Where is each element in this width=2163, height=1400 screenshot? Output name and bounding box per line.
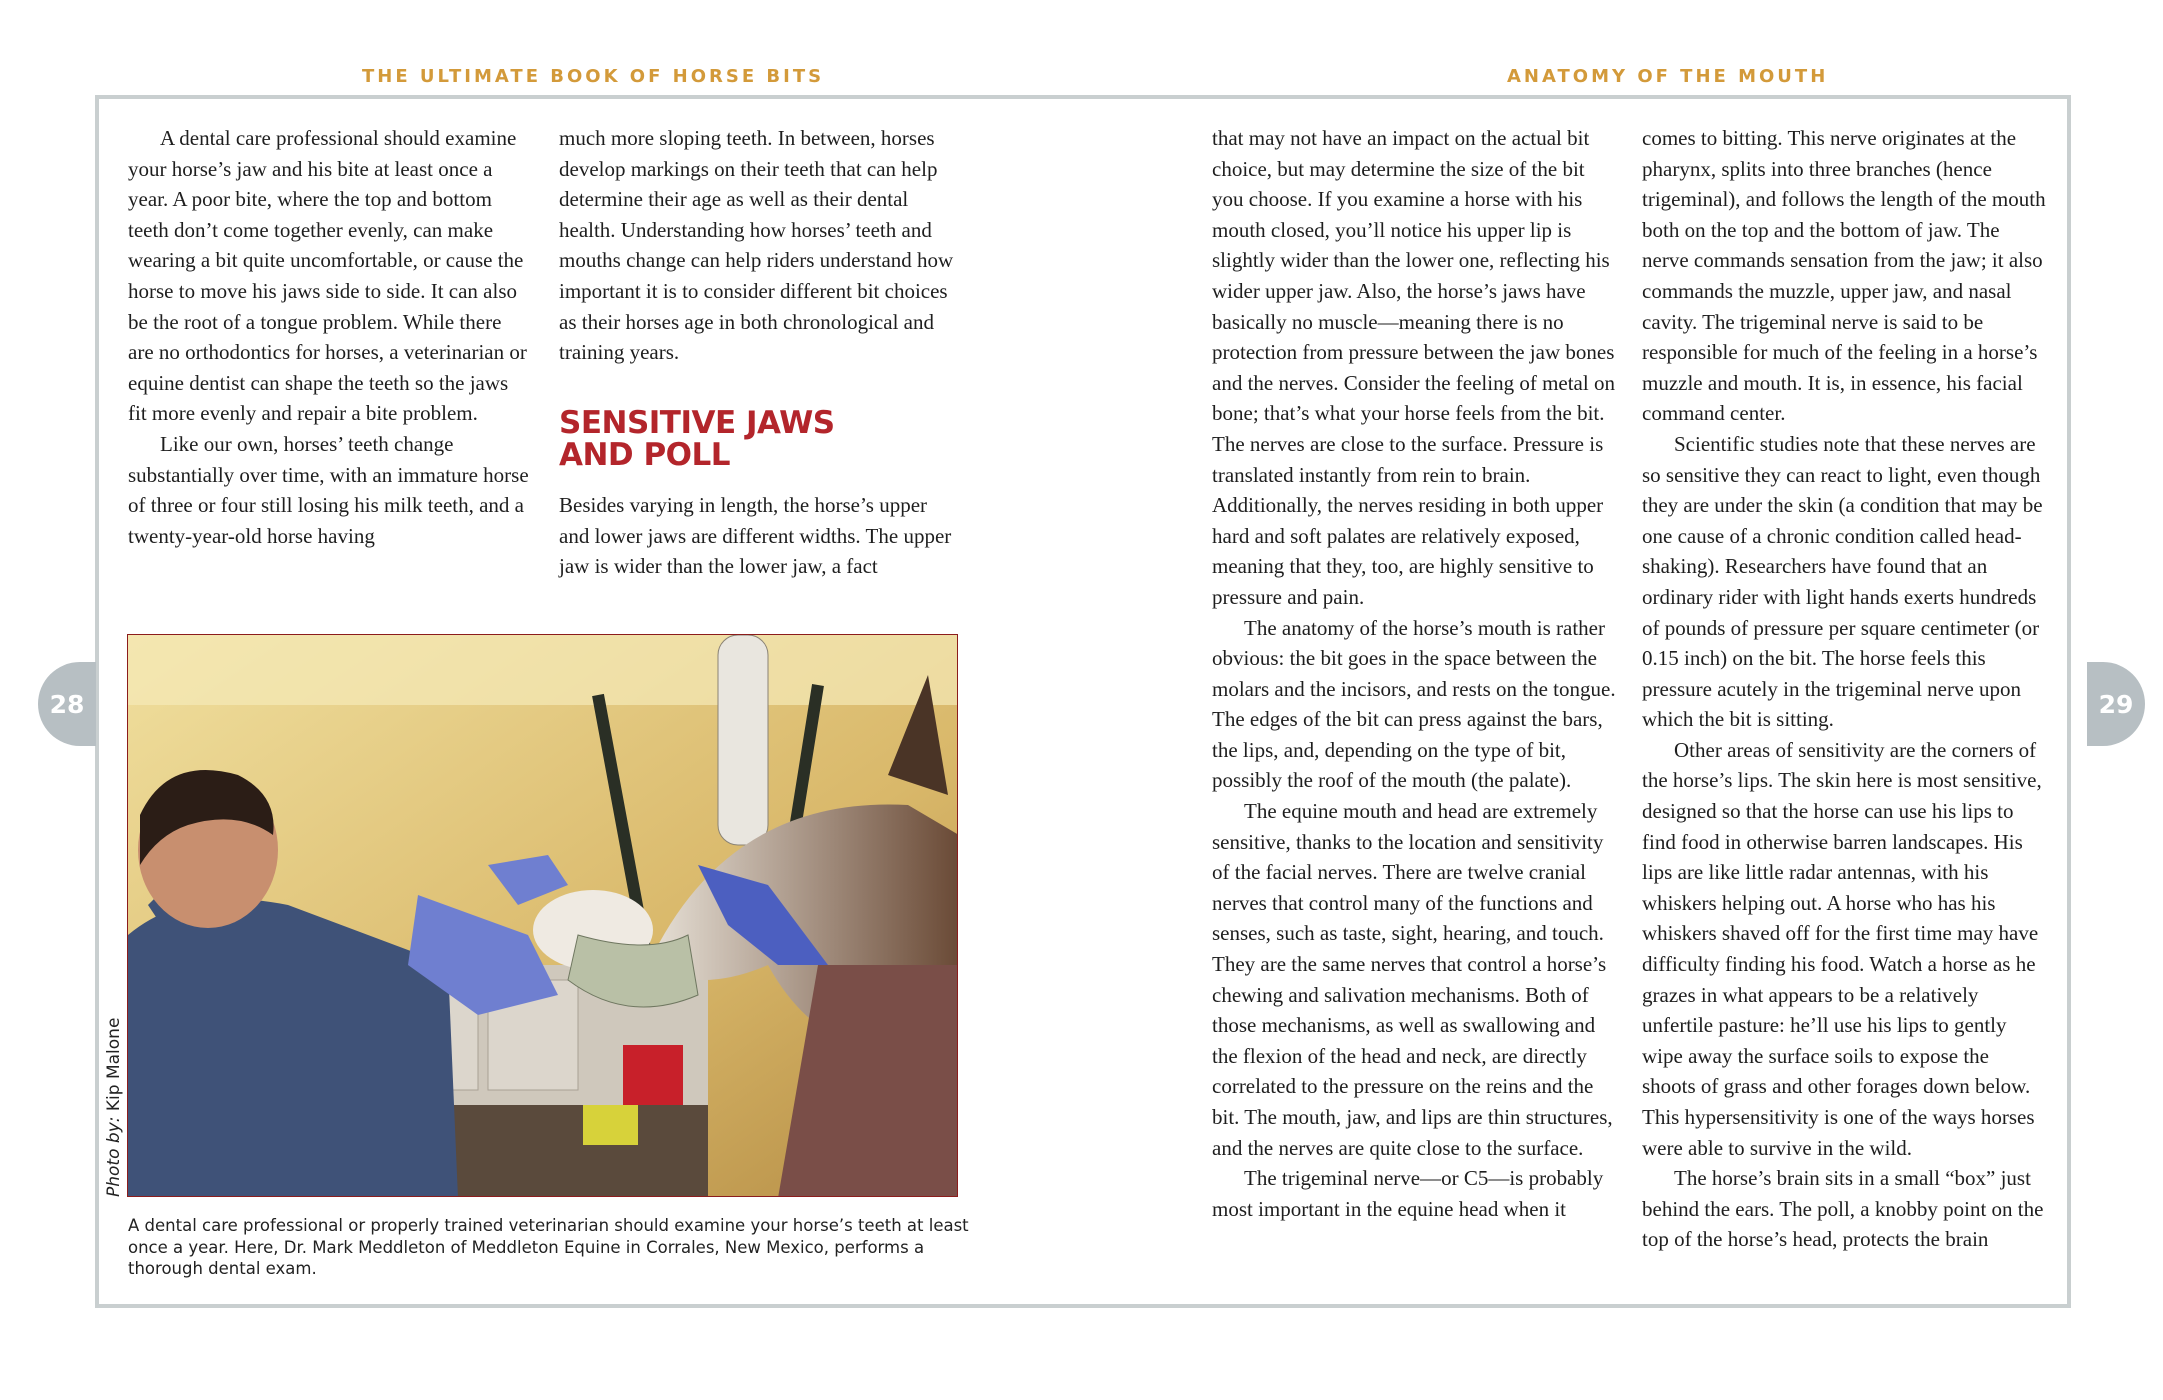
paragraph: Besides varying in length, the horse’s upper and lower jaws are different widths. The upper jaw is wider than the lower jaw, a fact [559,493,952,579]
right-page-column-2 [1642,123,2047,1255]
page-number-left: 28 [38,662,96,746]
running-head-right: ANATOMY OF THE MOUTH [1507,66,1829,87]
photo-illustration [128,635,958,1197]
photo-credit [104,1018,124,1197]
running-head-left: THE ULTIMATE BOOK OF HORSE BITS [362,66,825,87]
paragraph: The trigeminal nerve—or C5—is probably most important in the equine head when it [1212,1166,1604,1221]
paragraph: much more sloping teeth. In between, horses develop markings on their teeth that can help determine their age as well as their dental health. Understanding how horses’ teeth and mouths change can help riders understand how important it is to consider different bit choices as their horses age in both chronological and training years. [559,126,954,365]
paragraph: A dental care professional should examine your horse’s jaw and his bite at least once a year. A poor bite, where the top and bottom teeth don’t come together evenly, can make wearing a bit quite uncomfortable, or cause the horse to move his jaws side to side. It can also be the root of a tongue problem. While there are no orthodontics for horses, a veterinarian or equine dentist can shape the teeth so the jaws fit more evenly and repair a bite problem. [128,126,527,426]
paragraph: that may not have an impact on the actual bit choice, but may determine the size of the bit you choose. If you examine a horse with his mouth closed, you’ll notice his upper lip is slightly wider than the lower one, reflecting his wider upper jaw. Also, the horse’s jaws have basically no muscle—meaning there is no protection from pressure between the jaw bones and the nerves. Consider the feeling of metal on bone; that’s what your horse feels from the bit. The nerves are close to the surface. Pressure is translated instantly from rein to brain. Additionally, the nerves residing in both upper hard and soft palates are relatively exposed, meaning that they, too, are highly sensitive to pressure and pain. [1212,126,1615,609]
photo-caption: A dental care professional or properly trained veterinarian should examine your horse’s teeth at least once a year. Here, Dr. Mark Meddleton of Meddleton Equine in Corrales, New Mexico, performs a thorough dental exam. [128,1216,969,1278]
dental-exam-photo [127,634,958,1197]
paragraph: Other areas of sensitivity are the corners of the horse’s lips. The skin here is most sensitive, designed so that the horse can use his lips to find food in otherwise barren landscapes. His lips are like little radar antennas, with his whiskers helping out. A horse who has his whiskers shaved off for the first time may have difficulty finding his food. Watch a horse as he grazes in what appears to be a relatively unfertile pasture: he’ll use his lips to gently wipe away the surface soils to expose the shoots of grass and other forages down below. This hypersensitivity is one of the ways horses were able to survive in the wild. [1642,737,2042,1160]
paragraph: The equine mouth and head are extremely sensitive, thanks to the location and sensitivity of the facial nerves. There are twelve cranial nerves that control many of the functions and senses, such as taste, sight, hearing, and touch. They are the same nerves that control a horse’s chewing and salivation mechanisms. Both of those mechanisms, as well as swallowing and the flexion of the head and neck, are directly correlated to the pressure on the reins and the bit. The mouth, jaw, and lips are thin structures, and the nerves are quite close to the surface. [1212,799,1613,1160]
paragraph: comes to bitting. This nerve originates at the pharynx, splits into three branches (hence trigeminal), and follows the length of the mouth both on the top and the bottom of jaw. The nerve commands sensation from the jaw; it also commands the muzzle, upper jaw, and nasal cavity. The trigeminal nerve is said to be responsible for much of the feeling in a horse’s muzzle and mouth. It is, in essence, his facial command center. [1642,126,2046,426]
page-number-right: 29 [2087,662,2145,746]
paragraph: The anatomy of the horse’s mouth is rather obvious: the bit goes in the space between the molars and the incisors, and rests on the tongue. The edges of the bit can press against the bars, the lips, and, depending on the type of bit, possibly the roof of the mouth (the palate). [1212,615,1616,793]
left-page-column-1 [128,123,530,551]
section-heading [559,407,835,471]
heading-line: SENSITIVE JAWS [559,405,835,441]
photo-credit-name: Kip Malone [104,1017,124,1112]
photo-credit-label: Photo by: [104,1116,124,1197]
paragraph: Like our own, horses’ teeth change substantially over time, with an immature horse of three or four still losing his milk teeth, and a twenty-year-old horse having [128,431,529,548]
paragraph: Scientific studies note that these nerves are so sensitive they can react to light, even though they are under the skin (a condition that may be one cause of a chronic condition called head-shaking). Researchers have found that an ordinary rider with light hands exerts hundreds of pounds of pressure per square centimeter (or 0.15 inch) on the bit. The horse feels this pressure acutely in the trigeminal nerve upon which the bit is sitting. [1642,431,2043,732]
paragraph: The horse’s brain sits in a small “box” just behind the ears. The poll, a knobby point on the top of the horse’s head, protects the brain [1642,1166,2044,1252]
right-page-column-1 [1212,123,1617,1224]
left-page-column-2-bottom [559,490,962,582]
heading-line: AND POLL [559,437,731,473]
left-page-column-2-top [559,123,962,368]
